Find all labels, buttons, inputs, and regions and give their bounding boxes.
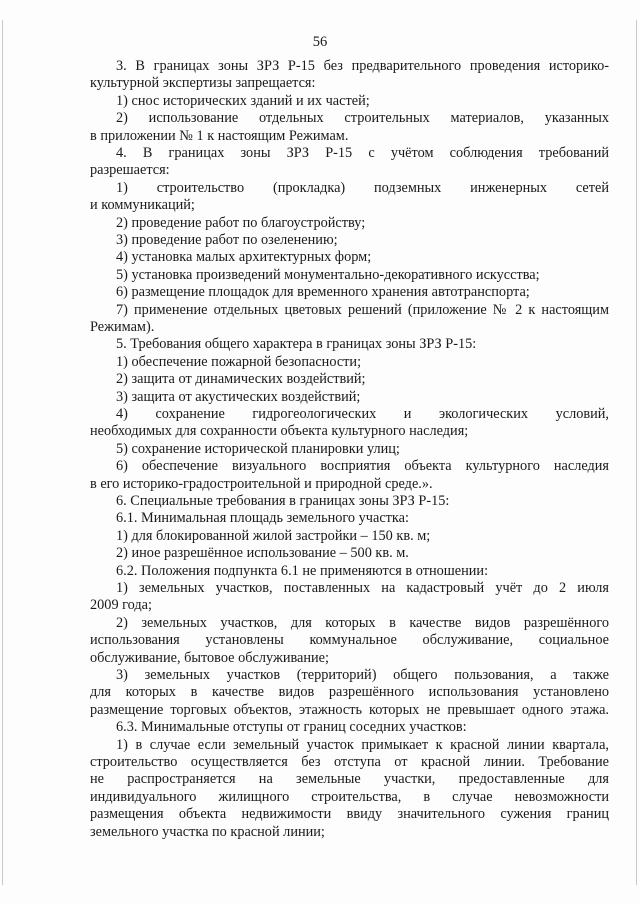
text-line: 6) размещение площадок для временного хранения автотранспорта; <box>116 284 530 301</box>
text-line: в приложении № 1 к настоящим Режимам. <box>90 127 349 144</box>
text-line: использования установлены коммунальное обслуживание, социальное <box>90 632 609 649</box>
text-line: разрешается: <box>90 162 170 179</box>
text-line: 4) сохранение гидрогеологических и экологических условий, <box>116 406 609 422</box>
text-line: 3) проведение работ по озеленению; <box>116 232 338 248</box>
text-line: 2009 года; <box>90 597 153 614</box>
text-line: земельного участка по красной линии; <box>90 823 325 840</box>
text-line: культурной экспертизы запрещается: <box>90 75 316 92</box>
text-line: 5. Требования общего характера в границах зоны ЗРЗ Р-15: <box>116 336 477 353</box>
text-line: 6) обеспечение визуального восприятия объекта культурного наследия <box>116 458 609 475</box>
text-line: 2) иное разрешённое использование – 500 кв. м. <box>116 545 409 562</box>
text-line: для которых в качестве видов разрешённого использования установлено <box>90 684 609 701</box>
page-number: 56 <box>312 34 328 50</box>
text-line: 5) установка произведений монументально-декоративного искусства; <box>116 266 540 283</box>
text-line: размещение торговых объектов, этажность которых не превышает одного этажа. <box>90 701 609 718</box>
text-line: размещения объекта недвижимости ввиду значительного сужения границ <box>90 806 609 823</box>
text-line: 3. В границах зоны ЗРЗ Р-15 без предварительного проведения историко- <box>116 58 609 74</box>
text-line: 2) проведение работ по благоустройству; <box>116 214 366 231</box>
text-line: 1) земельных участков, поставленных на кадастровый учёт до 2 июля <box>116 580 609 596</box>
text-line: 2) использование отдельных строительных материалов, указанных <box>116 110 609 127</box>
text-line: не распространяется на земельные участки, предоставленные для <box>90 771 609 788</box>
text-line: и коммуникаций; <box>90 197 195 214</box>
text-line: обслуживание, бытовое обслуживание; <box>90 649 329 666</box>
text-line: 6.1. Минимальная площадь земельного участка: <box>116 510 409 527</box>
text-line: 1) снос исторических зданий и их частей; <box>116 92 370 109</box>
text-line: в его историко-градостроительной и природной среде.». <box>90 475 433 492</box>
text-line: 1) в случае если земельный участок примыкает к красной линии квартала, <box>116 736 609 753</box>
text-line: 2) защита от динамических воздействий; <box>116 371 366 388</box>
text-line: индивидуального жилищного строительства, в случае невозможности <box>90 788 609 805</box>
text-line: 7) применение отдельных цветовых решений (приложение № 2 к настоящим <box>116 301 609 318</box>
text-line: 4. В границах зоны ЗРЗ Р-15 с учётом соблюдения требований <box>116 145 609 161</box>
text-line: 3) защита от акустических воздействий; <box>116 388 361 405</box>
text-line: 4) установка малых архитектурных форм; <box>116 249 372 266</box>
scan-edge-left <box>2 20 3 885</box>
text-line: необходимых для сохранности объекта культурного наследия; <box>90 423 469 440</box>
text-line: 3) земельных участков (территорий) общего пользования, а также <box>116 667 609 683</box>
scan-edge-right <box>636 20 637 885</box>
text-line: 1) для блокированной жилой застройки – 150 кв. м; <box>116 527 431 544</box>
text-line: 6. Специальные требования в границах зоны ЗРЗ Р-15: <box>116 493 450 509</box>
text-line: 5) сохранение исторической планировки улиц; <box>116 440 400 457</box>
text-line: строительство осуществляется без отступа от красной линии. Требование <box>90 754 609 770</box>
text-line: 6.3. Минимальные отступы от границ соседних участков: <box>116 719 467 736</box>
text-line: 1) обеспечение пожарной безопасности; <box>116 353 362 370</box>
text-line: 2) земельных участков, для которых в качестве видов разрешённого <box>116 614 609 631</box>
text-line: 1) строительство (прокладка) подземных инженерных сетей <box>116 179 609 196</box>
text-line: Режимам). <box>90 319 155 335</box>
text-line: 6.2. Положения подпункта 6.1 не применяются в отношении: <box>116 562 489 579</box>
